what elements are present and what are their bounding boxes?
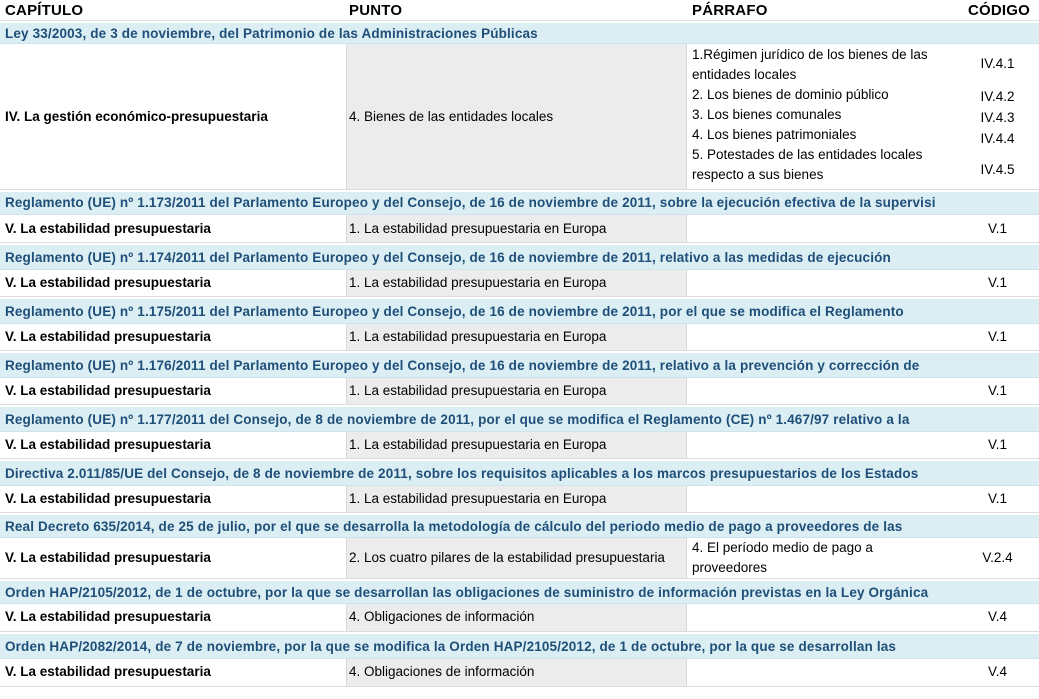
codigo-cell: IV.4.1 (980, 56, 1015, 71)
parrafo-cell (692, 538, 873, 578)
law-row (0, 632, 1039, 659)
law-title: Orden HAP/2105/2012, de 1 de octubre, por la que se desarrollan las obligaciones de suministro de información previstas en la Ley Orgánica (5, 585, 929, 600)
table-header (0, 0, 1039, 21)
table-row (0, 215, 1039, 243)
capitulo-cell: IV. La gestión económico-presupuestaria (5, 109, 268, 124)
table-row (0, 324, 1039, 351)
law-title: Orden HAP/2082/2014, de 7 de noviembre, por la que se modifica la Orden HAP/2105/2012, de 1 de octubre, por la que se desarrollan las (5, 639, 897, 654)
law-row (0, 513, 1039, 538)
codigo-cell: V.2.4 (982, 550, 1013, 565)
parrafo-cell (692, 45, 928, 185)
parrafo-line: 4. Los bienes patrimoniales (692, 127, 857, 142)
capitulo-cell: V. La estabilidad presupuestaria (5, 221, 211, 236)
codigo-cell: V.1 (987, 221, 1008, 236)
law-title: Ley 33/2003, de 3 de noviembre, del Patrimonio de las Administraciones Públicas (5, 26, 538, 41)
punto-text: 1. La estabilidad presupuestaria en Europa (349, 383, 607, 398)
header-codigo: CÓDIGO (968, 2, 1031, 19)
capitulo-cell: V. La estabilidad presupuestaria (5, 664, 211, 679)
codigo-cell: V.4 (987, 664, 1008, 679)
parrafo-line: entidades locales (692, 67, 797, 82)
law-row (0, 351, 1039, 378)
codigo-cell: V.1 (987, 329, 1008, 344)
codigo-cell: IV.4.3 (980, 110, 1015, 125)
law-row (0, 459, 1039, 486)
header-punto: PUNTO (349, 2, 403, 19)
punto-cell (346, 44, 687, 189)
codigo-cell: V.1 (987, 275, 1008, 290)
punto-cell (346, 538, 687, 578)
parrafo-line: proveedores (692, 560, 768, 575)
law-row (0, 21, 1039, 44)
codigo-cell: V.1 (987, 437, 1008, 452)
punto-text: 4. Bienes de las entidades locales (349, 109, 554, 124)
parrafo-line: 1.Régimen jurídico de los bienes de las (692, 47, 928, 62)
table-row (0, 432, 1039, 459)
capitulo-cell: V. La estabilidad presupuestaria (5, 329, 211, 344)
law-title: Reglamento (UE) nº 1.175/2011 del Parlamento Europeo y del Consejo, de 16 de noviembre de 2011, por el que se modifica el Reglamento (5, 304, 904, 319)
punto-cell (346, 432, 687, 458)
parrafo-line: 3. Los bienes comunales (692, 107, 842, 122)
codigo-cell: IV.4.4 (980, 131, 1015, 146)
capitulo-cell: V. La estabilidad presupuestaria (5, 275, 211, 290)
law-row (0, 579, 1039, 604)
law-title: Reglamento (UE) nº 1.174/2011 del Parlamento Europeo y del Consejo, de 16 de noviembre de 2011, relativo a las medidas de ejecución (5, 250, 891, 265)
table-row (0, 659, 1039, 687)
header-parrafo: PÁRRAFO (692, 2, 768, 19)
law-row (0, 190, 1039, 215)
punto-cell (346, 324, 687, 350)
table-row (0, 604, 1039, 632)
law-title: Reglamento (UE) nº 1.176/2011 del Parlamento Europeo y del Consejo, de 16 de noviembre de 2011, relativo a la prevención y corrección de (5, 358, 920, 373)
punto-text: 4. Obligaciones de información (349, 664, 535, 679)
capitulo-cell: V. La estabilidad presupuestaria (5, 609, 211, 624)
punto-cell (346, 659, 687, 686)
table-row (0, 270, 1039, 297)
codigo-cell: V.4 (987, 609, 1008, 624)
table-row (0, 538, 1039, 579)
parrafo-line: 5. Potestades de las entidades locales (692, 147, 923, 162)
parrafo-line: 2. Los bienes de dominio público (692, 87, 889, 102)
capitulo-cell: V. La estabilidad presupuestaria (5, 437, 211, 452)
punto-cell (346, 270, 687, 296)
codigo-cell: V.1 (987, 383, 1008, 398)
parrafo-line: 4. El período medio de pago a (692, 540, 873, 555)
law-row (0, 405, 1039, 432)
punto-text: 1. La estabilidad presupuestaria en Europa (349, 275, 607, 290)
law-row (0, 243, 1039, 270)
law-title: Real Decreto 635/2014, de 25 de julio, por el que se desarrolla la metodología de cálculo del periodo medio de pago a proveedores de las (5, 519, 903, 534)
capitulo-cell: V. La estabilidad presupuestaria (5, 491, 211, 506)
punto-cell (346, 486, 687, 512)
codigo-cell: V.1 (987, 491, 1008, 506)
header-capitulo: CAPÍTULO (5, 2, 84, 19)
punto-text: 1. La estabilidad presupuestaria en Europa (349, 491, 607, 506)
punto-text: 4. Obligaciones de información (349, 609, 535, 624)
law-title: Reglamento (UE) nº 1.173/2011 del Parlamento Europeo y del Consejo, de 16 de noviembre de 2011, sobre la ejecución efectiva de la supervisi (5, 195, 936, 210)
table-row (0, 486, 1039, 513)
law-title: Reglamento (UE) nº 1.177/2011 del Consejo, de 8 de noviembre de 2011, por el que se modifica el Reglamento (CE) nº 1.467/97 relativo a la (5, 412, 910, 427)
punto-text: 1. La estabilidad presupuestaria en Europa (349, 437, 607, 452)
capitulo-cell: V. La estabilidad presupuestaria (5, 383, 211, 398)
capitulo-cell: V. La estabilidad presupuestaria (5, 550, 211, 565)
parrafo-line: respecto a sus bienes (692, 167, 824, 182)
punto-cell (346, 378, 687, 404)
law-title: Directiva 2.011/85/UE del Consejo, de 8 de noviembre de 2011, sobre los requisitos aplicables a los marcos presupuestarios de los Estados (5, 466, 919, 481)
law-row (0, 297, 1039, 324)
codigo-cell: IV.4.2 (980, 89, 1015, 104)
codigo-cell: IV.4.5 (980, 162, 1015, 177)
punto-cell (346, 215, 687, 242)
punto-text: 1. La estabilidad presupuestaria en Europa (349, 329, 607, 344)
punto-cell (346, 604, 687, 631)
punto-text: 2. Los cuatro pilares de la estabilidad presupuestaria (349, 550, 665, 565)
punto-text: 1. La estabilidad presupuestaria en Europa (349, 221, 607, 236)
table-row (0, 44, 1039, 190)
table-row (0, 378, 1039, 405)
